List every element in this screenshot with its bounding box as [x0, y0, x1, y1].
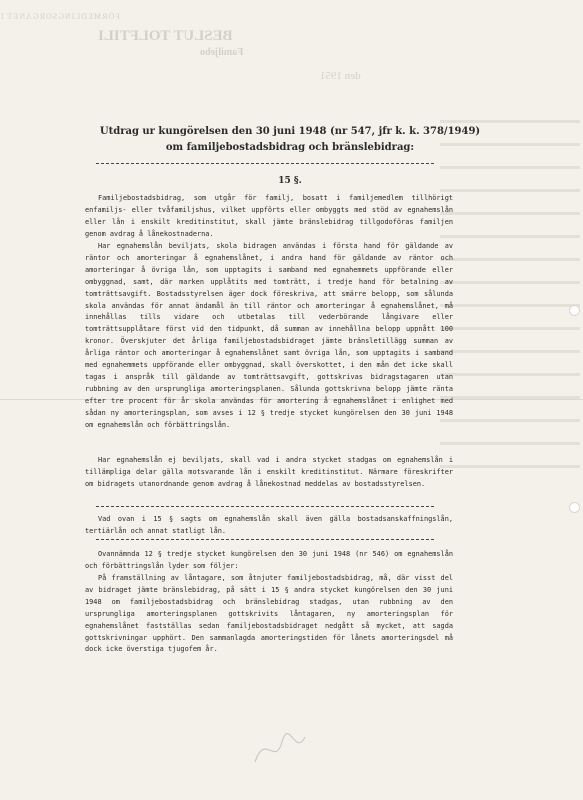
show-through-lines — [440, 120, 580, 488]
show-through-text: FÖRMEDLINGSORGANET I — [0, 12, 120, 21]
dashed-separator — [96, 163, 434, 164]
document-title: Utdrag ur kungörelsen den 30 juni 1948 (nr 547, jfr k. k. 378/1949) om familjebostadsbidrag och bränslebidrag: — [99, 126, 481, 153]
signature-mark — [250, 722, 310, 772]
show-through-text: den 1951 — [320, 70, 361, 82]
body-paragraph-4: Vad ovan i 15 § sagts om egnahemslån skall även gälla bostadsanskaffningslån, tertiärlån och annat statligt lån. — [85, 515, 453, 535]
punch-hole — [569, 502, 580, 513]
punch-hole — [569, 305, 580, 316]
paragraph-number: 15 §. — [278, 176, 302, 186]
dashed-separator — [96, 506, 434, 507]
body-paragraph-2: Har egnahemslån beviljats, skola bidragen användas i första hand för gäldande av räntor och amorteringar å egnahemslånet, i andra hand för gäldande av räntor och amorteringar å övriga lån, som upptagits i samband med egnahemmets uppförande eller ombyggnad, samt, där marken upplåtits med tomträtt, i tredje hand för betalning av tomträttsavgift. Bostadsstyrelsen äger dock föreskriva, att smärre belopp, som sålunda skola användas för annat ändamål än till räntor och amorteringar å egnahemslånet, må innehållas tills vidare och utbetalas till vederbörande långivare eller tomträttsupplåtare först vid den tidpunkt, då summan av innehållna belopp uppnått 100 kronor. Överskjuter det årliga familjebostadsbidraget jämte bränsletillägg summan av årliga räntor och amorteringar å egnahemslånet samt övriga lån, som upptagits i samband med egnahemmets uppförande eller ombyggnad, skall överskottet, i den mån det icke skall tagas i anspråk till gäldande av tomträttsavgift, gottskrivas bidragstagaren utan rubbning av den ursprungliga amorteringsplanen. Sålunda gottskrivna belopp jämte ränta efter tre procent för år skola användas för amortering å egnahemslånet i enlighet med sådan ny amorteringsplan, som avses i 12 § tredje stycket kungörelsen den 30 juni 1948 om egnahemslån och förbättringslån. — [85, 242, 453, 429]
body-paragraph-3: Har egnahemslån ej beviljats, skall vad i andra stycket stadgas om egnahemslån i tillämpliga delar gälla motsvarande lån i enskilt kreditinstitut. Närmare föreskrifter om bidragets utanordnande genom avdrag å lånekostnad meddelas av bostadsstyrelsen. — [85, 456, 453, 488]
show-through-text: BESLUT TOLFTILI — [98, 28, 233, 44]
dashed-separator — [96, 539, 434, 540]
show-through-text: Familjebo — [200, 47, 244, 58]
body-paragraph-1: Familjebostadsbidrag, som utgår för familj, bosatt i familjemedlem tillhörigt enfamiljs- eller tvåfamiljshus, vilket uppförts eller ombyggts med stöd av egnahemslån eller lån i enskilt kreditinstitut, skall jämte bränslebidrag tillgodoföras familjen genom avdrag å lånekostnaderna. — [85, 194, 453, 238]
body-paragraph-6: På framställning av låntagare, som åtnjuter familjebostadsbidrag, må, där visst del av bidraget jämte bränslebidrag, på sätt i 15 § andra stycket kungörelsen den 30 juni 1948 om familjebostadsbidrag och bränslebidrag stadgas, utan rubbning av den ursprungliga amorteringsplanen gottskrivits låntagaren, ny amorteringsplan för egnahemslånet fastställas sedan familjebostadsbidraget nedgått så mycket, att sagda gottskrivningar upphört. Den sammanlagda amorteringstiden för lånets amorteringsdel må dock icke överstiga tjugofem år. — [85, 574, 453, 654]
body-paragraph-5: Ovannämnda 12 § tredje stycket kungörelsen den 30 juni 1948 (nr 546) om egnahemslån och förbättringslån lyder som följer: — [85, 550, 453, 570]
